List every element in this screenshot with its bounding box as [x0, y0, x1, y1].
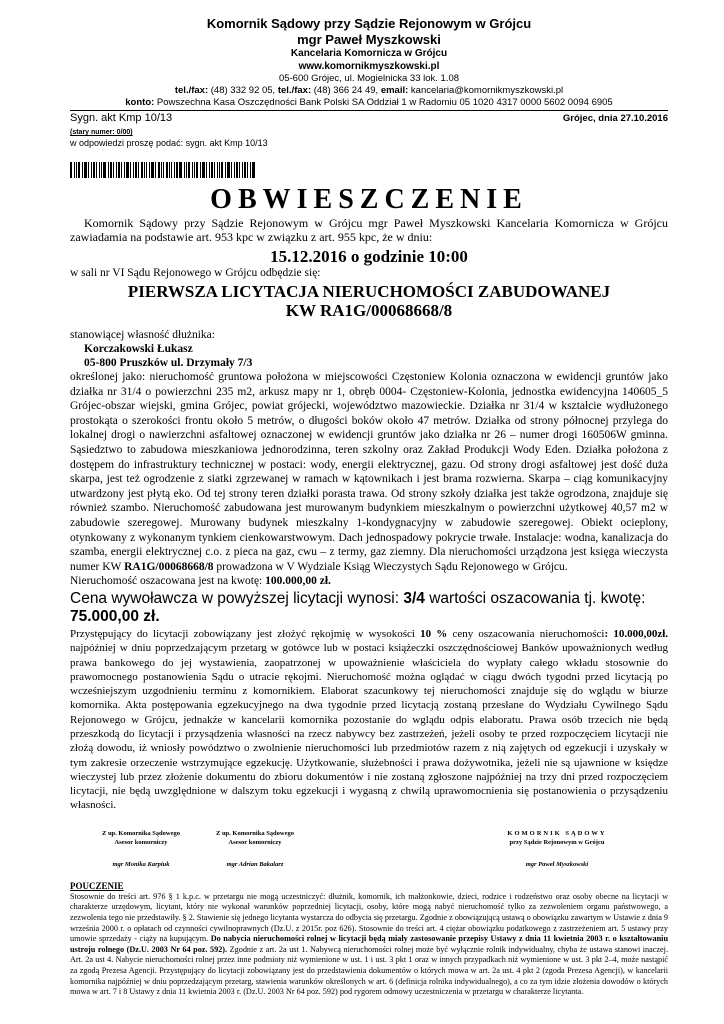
- barcode-bar: [158, 162, 160, 178]
- signature-names: [70, 861, 668, 868]
- barcode-bar: [151, 162, 154, 178]
- barcode-bar: [214, 162, 215, 178]
- barcode-bar: [82, 162, 83, 178]
- barcode-bar: [84, 162, 87, 178]
- property-description: [70, 370, 668, 589]
- signature-block-1: [86, 829, 196, 847]
- barcode-bar: [93, 162, 95, 178]
- email-label: email:: [380, 85, 409, 96]
- barcode-bar: [163, 162, 164, 178]
- price-mid: wartości oszacowania tj. kwotę:: [424, 589, 646, 607]
- barcode-bar: [217, 162, 218, 178]
- barcode-bar: [202, 162, 205, 178]
- auction-terms: [70, 627, 668, 813]
- barcode-bar: [227, 162, 230, 178]
- barcode-bar: [96, 162, 97, 178]
- barcode-bar: [88, 162, 89, 178]
- barcode-bar: [192, 162, 193, 178]
- reference-row: [70, 112, 668, 125]
- barcode-bar: [144, 162, 145, 178]
- sig2-line1: Z up. Komornika Sądowego: [215, 829, 295, 837]
- intro-paragraph: Komornik Sądowy przy Sądzie Rejonowym w Grójcu mgr Paweł Myszkowski Kancelaria Komornicza w Grójcu zawiadamia na podstawie art. 953 kpc w związku z art. 955 kpc, że w dniu:: [70, 216, 668, 244]
- price-value: 75.000,00 zł.: [70, 607, 160, 625]
- konto-label: konto:: [125, 97, 155, 108]
- barcode-bar: [176, 162, 178, 178]
- debtor-address: 05-800 Pruszków ul. Drzymały 7/3: [84, 357, 253, 369]
- description-tail: prowadzona w V Wydziale Ksiąg Wieczystych Sądu Rejonowego w Grójcu.: [213, 560, 568, 573]
- barcode-bar: [70, 162, 72, 178]
- barcode-bar: [211, 162, 213, 178]
- barcode-bar: [206, 162, 207, 178]
- price-fraction: 3/4: [403, 589, 425, 607]
- land-register-number: KW RA1G/00068668/8: [285, 301, 453, 320]
- sig1-name: mgr Monika Karpiuk: [112, 860, 170, 868]
- instruction-text: [70, 892, 668, 998]
- barcode-bar: [99, 162, 100, 178]
- barcode-bar: [244, 162, 246, 178]
- barcode-bar: [146, 162, 147, 178]
- barcode-bar: [219, 162, 220, 178]
- sig3-line1: KOMORNIK SĄDOWY: [507, 829, 607, 837]
- signature-block-2: [200, 829, 310, 847]
- barcode-bar: [221, 162, 223, 178]
- barcode-bar: [186, 162, 187, 178]
- valuation-value: 100.000,00 zł.: [265, 575, 331, 588]
- email-value: kancelaria@komornikmyszkowski.pl: [408, 85, 564, 96]
- barcode-bar: [130, 162, 131, 178]
- terms-a: Przystępujący do licytacji zobowiązany jest złożyć rękojmię w wysokości: [70, 627, 421, 640]
- barcode-bar: [91, 162, 92, 178]
- office-name: Kancelaria Komornicza w Grójcu: [290, 48, 448, 59]
- instruction-b: Do nabycia nieruchomości rolnej w licytacji będą miały zastosowanie przepisy Ustawy z dnia 11 kwietnia 2003 r. o kształtowaniu ustroju rolnego (Dz.U. 2003 Nr 64 poz. 592).: [70, 934, 668, 954]
- barcode-bar: [231, 162, 232, 178]
- instruction-a: Stosownie do treści art. 976 § 1 k.p.c. w przetargu nie mogą uczestniczyć: dłużnik, komornik, ich małżonkowie, dzieci, rodzice i rodzeństwo oraz osoby obecne na licytacji w charakterze urzędowym, licytant, który nie wykonał warunków poprzedniej licytacji, osoby, które mogą nabyć nieruchomość tylko za zezwoleniem organu państwowego, a zezwolenia tego nie przedstawiły. § 2. Stawienie się jednego licytanta wystarcza do odbycia się przetargu. Zgodnie z obowiązującą ustawą o obowiązku zawartym w Ustawie z dnia 9 września 2000 r. o opłatach od czynności cywilnoprawnych (Dz.U. z 2015r. poz 626). Stosownie do treści art. 4 ciężar obowiązku podatkowego z zastrzeżeniem art. 5 ustawy przy umowie sprzedaży - ciąży na kupującym.: [70, 891, 668, 944]
- barcode-bar: [155, 162, 156, 178]
- terms-c: najpóźniej w dniu poprzedzającym przetarg w gotówce lub w postaci książeczki oszczędnościowej Banków upoważnionych według prawa bankowego do jej wystawienia, zaopatrzonej w upoważnienie właściciela do wypłaty całego wkładu stosownie do prawomocnego postanowienia Sądu o utracie rękojmi. Nieruchomość można oglądać w ciągu dwóch tygodni przed licytacją po wcześniejszym uzgodnieniu terminu z komornikiem. Elaborat szacunkowy tej nieruchomości znajduje się do wglądu w biurze komornika. Akta postępowania egzekucyjnego na dwa tygodnie przed licytacją zostaną przesłane do Wydziału Cywilnego Sądu Rejonowego w Grójcu, jednakże w kancelarii komornika pozostanie do wglądu odpis elaboratu. Prawa osób trzecich nie będą przeszkodą do licytacji i przysądzenia własności na rzecz nabywcy bez zastrzeżeń, jeżeli osoby te przed rozpoczęciem licytacji nie złożą dowodu, iż wniosły powództwo o zwolnienie nieruchomości lub przedmiotów razem z nią zajętych od egzekucji i uzyskały w tym zakresie orzeczenie wstrzymujące egzekucję. Użytkowanie, służebności i prawa dożywotnika, jeżeli nie są ujawnione w księdze wieczystej lub przez złożenie dokumentu do zbioru dokumentów i nie zostaną zgłoszone najpóźniej na trzy dni przed rozpoczęciem licytacji, nie będą uwzględnione w dalszym toku egzekucji i wygasną z chwilą uprawomocnienia się postanowienia o przysądzeniu własności.: [70, 642, 668, 812]
- document-date: Grójec, dnia 27.10.2016: [562, 113, 668, 124]
- barcode-bar: [250, 162, 251, 178]
- letterhead: [70, 16, 668, 109]
- bailiff-office-name: Komornik Sądowy przy Sądzie Rejonowym w Grójcu: [206, 16, 532, 31]
- barcode-bar: [242, 162, 243, 178]
- website: www.komornikmyszkowski.pl: [298, 61, 440, 72]
- konto-value: Powszechna Kasa Oszczędności Bank Polski SA Oddział 1 w Radomiu 05 1020 4317 0000 5602 0094 6905: [154, 97, 613, 108]
- barcode-bar: [116, 162, 117, 178]
- barcode-bar: [194, 162, 195, 178]
- price-text: Cena wywoławcza w powyższej licytacji wynosi:: [70, 589, 404, 607]
- bailiff-name: mgr Paweł Myszkowski: [297, 32, 441, 47]
- barcode-bar: [110, 162, 112, 178]
- barcode-bar: [74, 162, 75, 178]
- barcode-bar: [141, 162, 143, 178]
- auction-datetime: 15.12.2016 o godzinie 10:00: [270, 247, 468, 266]
- barcode-bar: [161, 162, 162, 178]
- document-title: OBWIESZCZENIE: [210, 184, 528, 215]
- ownership-label: stanowiącej własność dłużnika:: [70, 329, 215, 341]
- signature-titles: [70, 829, 668, 847]
- barcode-bar: [247, 162, 248, 178]
- description-text: określonej jako: nieruchomość gruntowa położona w miejscowości Częstoniew Kolonia oznaczona w ewidencji gruntów jako działka nr 31/4 o powierzchni 235 m2, arkusz mapy nr 1, obręb 0004- Częstoniew-Kolonia, jednostka ewidencyjna 140605_5 Grójec-obszar wiejski, gmina Grójec, powiat grójecki, województwo mazowieckie. Działka nr 31/4 w kształcie wydłużonego prostokąta o szerokości frontu około 5 metrów, o długości boków około 47 metrów. Działka od strony północnej przylega do lokalnej drogi o nawierzchni asfaltowej oznaczonej w ewidencji gruntów jako działka nr 26 – numer drogi 160506W gminna. Sąsiedztwo to zabudowa mieszkaniowa jednorodzinna, teren szkolny oraz Zakład Produkcji Wody Eden. Działka położona z dostępem do infrastruktury technicznej w postaci: wody, energii elektrycznej, gazu. Od strony drogi asfaltowej jest dość duża skarpa, jest też ogrodzenie z siatki zgrzewanej w ramach w kątownikach i jest brama rozwierna. Skarpa – ciąg komunikacyjny utwardzony jest płytą eko. Od tej strony teren działki porasta trawa. Od strony szkoły działka jest także ogrodzona, znajduje się również szambo. Nieruchomość zabudowana jest murowanym budynkiem mieszkalnym o powierzchni użytkowej 40,57 m2 w zabudowie szeregowej. Murowany budynek mieszkalny 1-kondygnacyjny w zabudowie szeregowej. Obiekt ocieplony, otynkowany z wykonanym tynkiem cienkowarstwowym. Dach jednospadowy pokrycie trwałe. Instalacje: wodna, kanalizacja do szamba, energii elektrycznej c.o. z pieca na gaz, cwu – z termy, gaz ziemny. Dla nieruchomości urządzona jest księga wieczysta numer KW: [70, 371, 668, 573]
- terms-amount: : 10.000,00zł.: [604, 627, 669, 640]
- barcode-bar: [171, 162, 172, 178]
- sig2-line2: Asesor komorniczy: [228, 838, 282, 846]
- barcode-bar: [103, 162, 106, 178]
- barcode-bar: [196, 162, 198, 178]
- barcode-bar: [179, 162, 182, 178]
- barcode-bar: [169, 162, 170, 178]
- valuation-label: Nieruchomość oszacowana jest na kwotę:: [70, 575, 266, 588]
- tel2-value: (48) 366 24 49,: [311, 85, 381, 96]
- tel2-label: tel./fax:: [277, 85, 312, 96]
- barcode-bar: [138, 162, 139, 178]
- barcode-bar: [113, 162, 114, 178]
- auction-heading: PIERWSZA LICYTACJA NIERUCHOMOŚCI ZABUDOWANEJ: [127, 282, 611, 301]
- barcode-bar: [234, 162, 235, 178]
- signature-block-3: [482, 829, 632, 847]
- barcode-bar: [124, 162, 125, 178]
- terms-pct: 10 %: [420, 627, 448, 640]
- barcode-bar: [209, 162, 210, 178]
- barcode-bar: [149, 162, 150, 178]
- barcode-bar: [188, 162, 190, 178]
- barcode-bar: [108, 162, 109, 178]
- barcode-bar: [135, 162, 137, 178]
- tel-label: tel./fax:: [174, 85, 209, 96]
- starting-price: [70, 590, 668, 626]
- tel-value: (48) 332 92 05,: [208, 85, 278, 96]
- bank-account-line: [70, 97, 668, 109]
- case-reference: Sygn. akt Kmp 10/13: [70, 112, 173, 124]
- contact-line: [70, 85, 668, 97]
- barcode-bar: [118, 162, 120, 178]
- sig3-name: mgr Paweł Myszkowski: [525, 860, 589, 868]
- sig1-line1: Z up. Komornika Sądowego: [101, 829, 181, 837]
- barcode: [70, 162, 270, 178]
- barcode-bar: [236, 162, 238, 178]
- instruction-c: Zgodnie z art. 2a ust 1. Nabywcą nieruchomości rolnej może być wyłącznie rolnik indywidualny, chyba że ustawa stanowi inaczej. Art. 2a ust 4. Nabycie nieruchomości rolnej przez inne podmioty niż wymienione w ust. 1 i ust. 3 pkt 1 oraz w innych przypadkach niż wymienione w ust. 3 pkt 2–4, może nastąpić za zgodą Prezesa Agencji. Przystępujący do licytacji zobowiązany jest do przedstawienia dokumentów o których mowa w art. 2a ust. 4 pkt 2 (zgoda Prezesa Agencji), w kancelarii komornika najpóźniej w dniu poprzedzającym przetarg, stawienia warunków określonych w art. 6 (definicja rolnika indywidualnego), a co za tym idzie złożenia dowodów o których mowa w art. 7 i 8 Ustawy z dnia 11 kwietnia 2003 r. (Dz.U. 2003 Nr 64 poz. 592) pod rygorem odmowy uczestniczenia w przetargu w charakterze licytanta.: [70, 944, 669, 997]
- barcode-bar: [133, 162, 134, 178]
- barcode-bar: [184, 162, 185, 178]
- barcode-bar: [76, 162, 77, 178]
- terms-b: ceny oszacowania nieruchomości: [447, 627, 605, 640]
- barcode-bar: [126, 162, 129, 178]
- reply-reference: w odpowiedzi proszę podać: sygn. akt Kmp 10/13: [70, 138, 268, 148]
- office-address: 05-600 Grójec, ul. Mogielnicka 33 lok. 1.08: [278, 73, 460, 84]
- barcode-bar: [200, 162, 201, 178]
- barcode-bar: [174, 162, 175, 178]
- debtor-name: Korczakowski Łukasz: [84, 343, 193, 355]
- barcode-bar: [121, 162, 122, 178]
- description-kw: RA1G/00068668/8: [124, 560, 214, 573]
- instruction-heading: POUCZENIE: [70, 880, 124, 891]
- auction-room: w sali nr VI Sądu Rejonowego w Grójcu odbędzie się:: [70, 267, 321, 279]
- barcode-bar: [239, 162, 240, 178]
- barcode-bar: [225, 162, 226, 178]
- barcode-bar: [166, 162, 168, 178]
- barcode-bar: [78, 162, 80, 178]
- sig3-line2: przy Sądzie Rejonowym w Grójcu: [509, 838, 605, 846]
- sig1-line2: Asesor komorniczy: [114, 838, 168, 846]
- barcode-bar: [252, 162, 255, 178]
- header-divider: [70, 110, 668, 111]
- barcode-bar: [101, 162, 102, 178]
- old-number: (stary numer: 0/00): [70, 129, 133, 136]
- sig2-name: mgr Adrian Bakalarz: [226, 860, 284, 868]
